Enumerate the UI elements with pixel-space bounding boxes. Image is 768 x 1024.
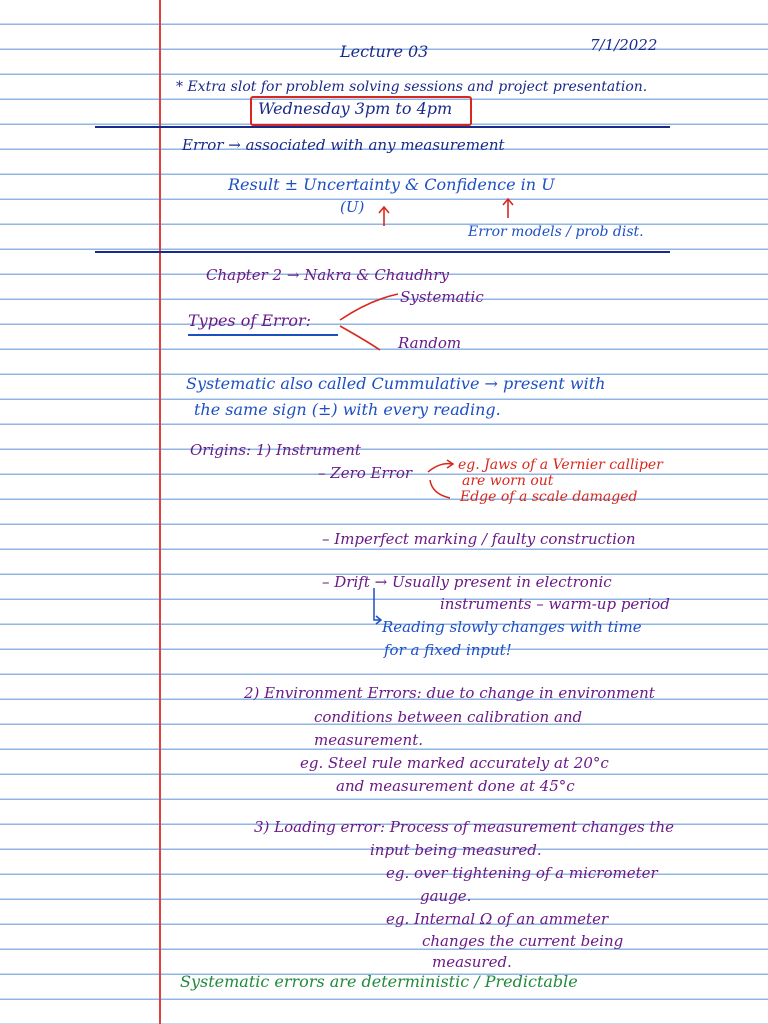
arrow-up-icon xyxy=(503,199,513,218)
note-env-4: eg. Steel rule marked accurately at 20°c xyxy=(300,754,609,772)
note-u-label: (U) xyxy=(340,198,365,216)
note-load-1: 3) Loading error: Process of measurement changes the xyxy=(254,818,675,836)
note-chapter: Chapter 2 → Nakra & Chaudhry xyxy=(206,266,449,284)
note-imperfect: – Imperfect marking / faulty construction xyxy=(322,530,636,548)
note-slot-time: Wednesday 3pm to 4pm xyxy=(258,99,453,118)
arrow-right-icon xyxy=(428,460,453,498)
note-load-3: eg. over tightening of a micrometer xyxy=(386,864,658,882)
note-result-line: Result ± Uncertainty & Confidence in U xyxy=(228,175,555,194)
note-vernier-2: are worn out xyxy=(462,473,554,489)
note-load-7: measured. xyxy=(432,953,512,971)
arrow-up-icon xyxy=(379,207,389,226)
note-zero-error: – Zero Error xyxy=(318,464,413,482)
note-edge-scale: Edge of a scale damaged xyxy=(460,489,638,505)
note-types-of-error: Types of Error: xyxy=(188,311,312,330)
note-env-1: 2) Environment Errors: due to change in environment xyxy=(244,684,655,702)
note-env-5: and measurement done at 45°c xyxy=(336,777,575,795)
note-origins: Origins: 1) Instrument xyxy=(190,441,361,459)
note-error-def: Error → associated with any measurement xyxy=(182,136,505,154)
note-vernier-1: eg. Jaws of a Vernier calliper xyxy=(458,457,663,473)
note-env-2: conditions between calibration and xyxy=(314,708,583,726)
arrow-right-icon xyxy=(374,588,381,624)
note-error-models: Error models / prob dist. xyxy=(468,224,644,240)
note-random: Random xyxy=(398,334,462,352)
note-load-2: input being measured. xyxy=(370,841,542,859)
branch-line-systematic xyxy=(340,294,398,320)
note-load-5: eg. Internal Ω of an ammeter xyxy=(386,910,609,928)
note-conclusion: Systematic errors are deterministic / Predictable xyxy=(180,972,578,991)
note-same-sign: the same sign (±) with every reading. xyxy=(194,400,501,419)
note-env-3: measurement. xyxy=(314,731,424,749)
note-reading-1: Reading slowly changes with time xyxy=(382,618,642,636)
note-drift-2: instruments – warm-up period xyxy=(440,595,670,613)
note-load-6: changes the current being xyxy=(422,932,624,950)
note-reading-2: for a fixed input! xyxy=(384,641,512,659)
note-systematic: Systematic xyxy=(400,288,484,306)
branch-line-random xyxy=(340,326,380,350)
note-extra-slot: * Extra slot for problem solving sessions and project presentation. xyxy=(176,79,648,95)
lecture-date: 7/1/2022 xyxy=(590,36,658,54)
note-load-4: gauge. xyxy=(420,887,472,905)
note-drift: – Drift → Usually present in electronic xyxy=(322,573,612,591)
lecture-title: Lecture 03 xyxy=(340,42,429,61)
note-systematic-cumulative: Systematic also called Cummulative → present with xyxy=(186,374,606,393)
